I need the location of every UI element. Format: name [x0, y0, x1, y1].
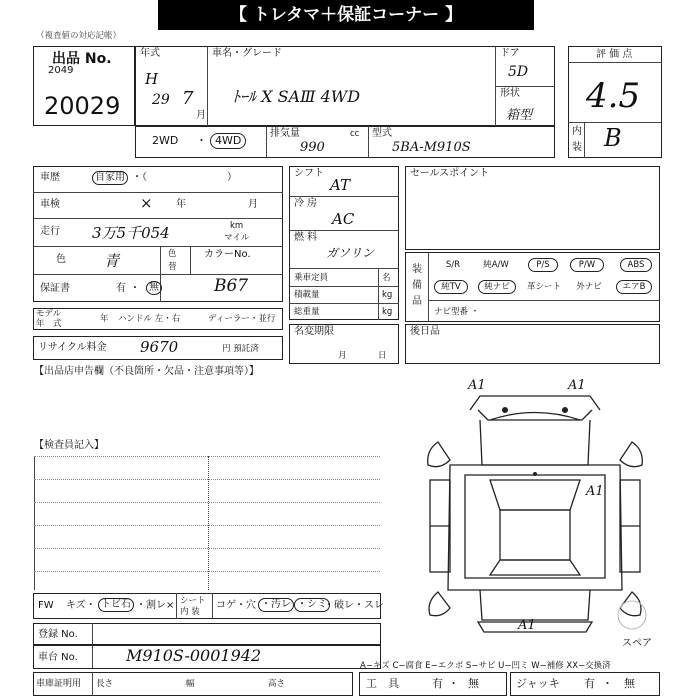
capacity-row-3-label: 総重量	[294, 307, 320, 317]
shape-label: 形状	[500, 88, 520, 99]
inspection-value: ×	[140, 194, 153, 212]
equip-sr: S/R	[445, 260, 461, 270]
car-name: ﾄｰﾙ X SAⅢ 4WD	[232, 87, 361, 106]
drive-4wd: 4WD	[210, 133, 246, 149]
fw-seat-2: 内 装	[180, 607, 200, 617]
capacity-row-2-unit: kg	[382, 290, 393, 300]
drive-sep: ・	[196, 134, 207, 147]
displacement-unit: cc	[350, 129, 360, 139]
year-month-unit: 月	[196, 110, 206, 121]
interior-label-2: 装	[572, 142, 582, 153]
shape-value: 箱型	[506, 108, 533, 123]
year-month: 7	[182, 88, 194, 109]
cert-width: 幅	[186, 679, 195, 689]
warranty-no: 無	[146, 281, 162, 295]
cert-length: 長さ	[96, 679, 114, 689]
equip-leather: 革シート	[526, 282, 561, 292]
chassis-label: 車台 No.	[38, 652, 78, 663]
lot-small: 2049	[48, 65, 74, 76]
diagram-mark-3: A1	[586, 484, 604, 499]
aftermarket-box	[405, 324, 660, 364]
lot-label: 出品 No.	[52, 51, 112, 67]
displacement-value: 990	[300, 140, 325, 155]
history-label: 車歴	[40, 172, 60, 183]
capacity-row-1-unit: 名	[382, 273, 391, 283]
color-code-label: カラーNo.	[204, 249, 251, 260]
model-year-label-2: 年 式	[36, 319, 62, 329]
diagram-mark-4: A1	[518, 618, 536, 633]
name-change-label: 名変期限	[294, 326, 334, 337]
model-year-unit: 年	[100, 314, 109, 324]
equip-abs: ABS	[620, 258, 652, 272]
mileage-unit-mile: マイル	[224, 233, 250, 243]
equipment-label-3: 品	[412, 296, 422, 307]
chassis-value: M910S-0001942	[126, 646, 262, 665]
diagram-mark-2: A1	[568, 378, 586, 393]
color-sub-1: 色	[168, 249, 177, 259]
top-note: （複査値の対応記帳）	[36, 31, 122, 41]
jack-sep: ・	[602, 677, 613, 690]
mileage-value: 3万5千054	[92, 224, 170, 242]
score-label: 評 価 点	[596, 49, 633, 60]
fw-label: FW	[38, 600, 54, 611]
history-option: 自家用	[92, 171, 128, 185]
cert-height: 高さ	[268, 679, 286, 689]
fw-scratch: キズ・	[66, 600, 96, 611]
ac-label: 冷 房	[294, 198, 318, 209]
model-year-label-1: モデル	[36, 309, 62, 319]
model-label: 型式	[372, 128, 392, 139]
equip-navi: 純ナビ	[478, 280, 516, 294]
car-damage-diagram	[410, 370, 670, 655]
fw-koge: コゲ・穴	[216, 600, 256, 611]
model-year-handle: ハンドル 左・右	[118, 314, 181, 324]
year-label: 年式	[140, 48, 160, 59]
warranty-label: 保証書	[40, 283, 70, 294]
fw-seat-1: シート	[180, 596, 206, 606]
interior-value: B	[604, 124, 622, 152]
inspection-month-unit: 月	[248, 199, 258, 210]
equip-navi-model: ナビ型番 ・	[434, 307, 480, 317]
capacity-row-2-label: 積載量	[294, 290, 320, 300]
aftermarket-label: 後日品	[410, 326, 440, 337]
score-value: 4.5	[586, 76, 641, 116]
diagram-mark-1: A1	[468, 378, 486, 393]
jack-no: 無	[624, 677, 635, 690]
color-value: 青	[104, 252, 120, 270]
equip-ext-navi: 外ナビ	[576, 282, 602, 292]
tools-yes: 有	[432, 677, 443, 690]
fuel-label: 燃 料	[294, 232, 318, 243]
color-label: 色	[56, 254, 66, 265]
fw-yogore: ・汚レ	[258, 598, 294, 612]
banner	[158, 0, 534, 30]
fw-shimi: ・シミ	[294, 598, 330, 612]
car-label: 車名・グレード	[212, 48, 282, 59]
door-value: 5D	[508, 64, 529, 80]
inspector-label: 【検査員記入】	[34, 440, 104, 451]
jack-yes: 有	[584, 677, 595, 690]
year-value: 29	[152, 92, 170, 108]
registration-row	[33, 623, 381, 645]
name-change-month: 月	[338, 351, 347, 361]
warranty-yes: 有	[116, 283, 126, 294]
model-year-dealer: ディーラー・並行	[208, 314, 276, 324]
damage-legend: A−キズ C−腐食 E−エクボ S−サビ U−凹ミ W−補修 XX−交換済	[360, 661, 611, 671]
fw-end: ・破レ・スレ	[324, 600, 384, 611]
equip-airbag: エアB	[616, 280, 652, 294]
shift-value: AT	[330, 176, 351, 194]
banner-title: 【 トレタマ＋保証コーナー 】	[229, 5, 463, 25]
equip-pw: P/W	[570, 258, 604, 272]
history-rest: ・（ ）	[132, 172, 237, 183]
warranty-sep: ・	[130, 283, 140, 294]
tools-label: 工 具	[366, 677, 399, 690]
capacity-row-1-label: 乗車定員	[294, 273, 329, 283]
drive-2wd: 2WD	[152, 134, 179, 147]
recycle-label: リサイクル料金	[38, 342, 107, 353]
ac-value: AC	[332, 210, 355, 228]
recycle-value: 9670	[140, 338, 179, 356]
inspection-label: 車検	[40, 199, 60, 210]
capacity-row-3-unit: kg	[382, 307, 393, 317]
name-change-day: 日	[378, 351, 387, 361]
mileage-unit-km: km	[230, 221, 244, 231]
color-code: B67	[214, 276, 249, 296]
equip-tv: 純TV	[434, 280, 468, 294]
color-sub-2: 替	[168, 262, 177, 272]
inspection-year-unit: 年	[176, 199, 186, 210]
spare-label: スペア	[622, 638, 652, 649]
displacement-label: 排気量	[270, 128, 300, 139]
door-label: ドア	[500, 48, 520, 59]
mileage-label: 走行	[40, 226, 60, 237]
model-value: 5BA-M910S	[392, 140, 471, 155]
fuel-value: ガソリン	[326, 246, 375, 260]
fw-ware: ・割レ×	[136, 600, 175, 611]
sales-points-label: セールスポイント	[410, 168, 490, 179]
equip-ps: P/S	[528, 258, 558, 272]
registration-label: 登録 No.	[38, 629, 78, 640]
shift-label: シフト	[294, 168, 324, 179]
declaration-label: 【出品店申告欄（不良箇所・欠品・注意事項等）】	[34, 366, 259, 377]
equipment-label-1: 装	[412, 264, 422, 275]
equipment-label-2: 備	[412, 280, 422, 291]
lot-box	[33, 46, 135, 126]
jack-label: ジャッキ	[516, 677, 560, 690]
recycle-unit: 円 預託済	[222, 344, 259, 354]
tools-sep: ・	[448, 677, 459, 690]
fw-tobi: トビ石	[98, 598, 134, 612]
interior-label-1: 内	[572, 126, 582, 137]
cert-label: 車庫証明用	[36, 679, 82, 689]
lot-number: 20029	[44, 92, 121, 120]
tools-no: 無	[468, 677, 479, 690]
equip-aw: 純A/W	[483, 260, 509, 270]
year-era: H	[145, 70, 159, 88]
